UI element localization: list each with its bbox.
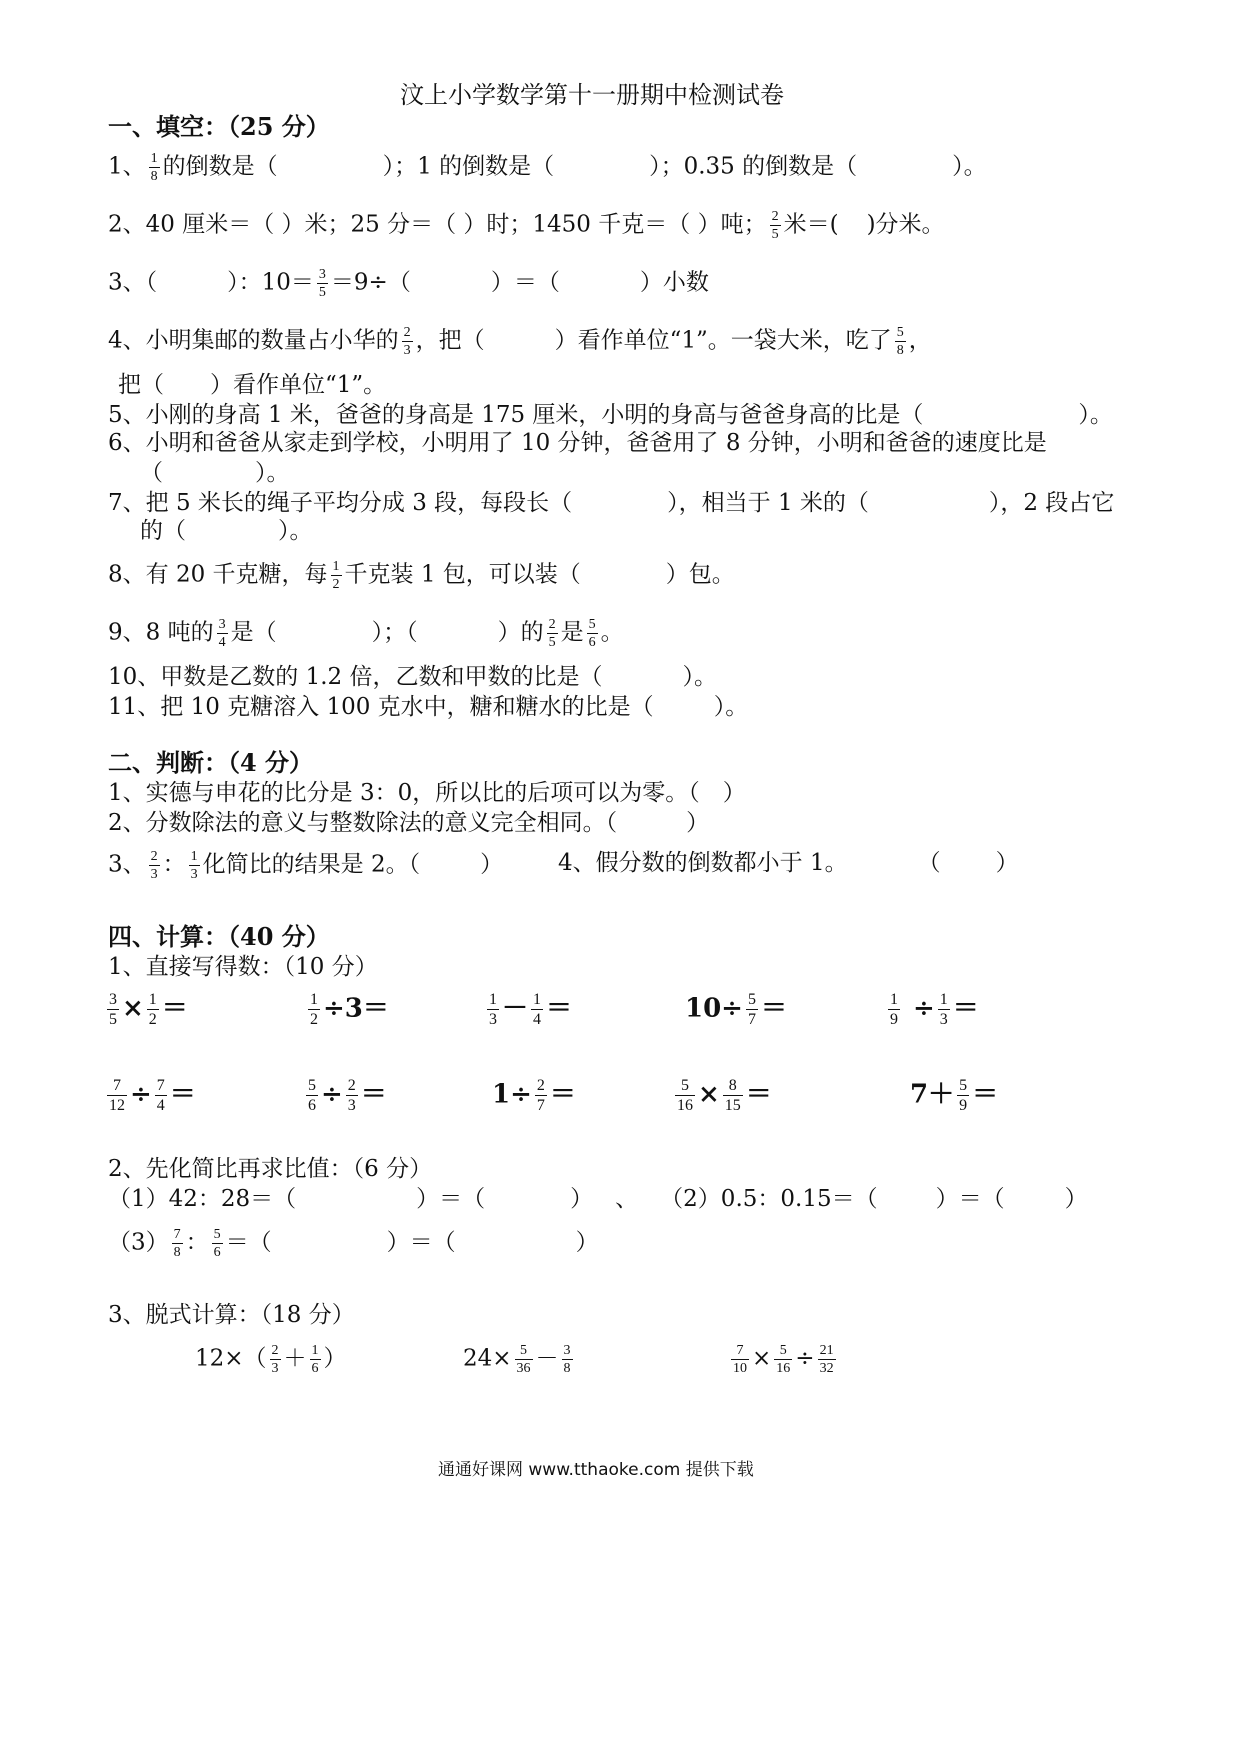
section-4-heading: 四、计算：（40 分） xyxy=(108,922,330,951)
fraction: $\frac{5}{8}$ xyxy=(896,325,904,358)
calc-1-1: $\frac{3}{5}$ × $\frac{1}{2}$ ＝ xyxy=(109,991,188,1028)
ratio-row-1: （1）42：28＝（ ）＝（ ） 、 （2）0.5：0.15＝（ ）＝（ ） xyxy=(108,1186,1088,1212)
ratio-row-2: （3） $\frac{7}{8}$ ： $\frac{5}{6}$ ＝（ ）＝（ ） xyxy=(108,1227,599,1260)
question-7-line-2: 的（ ）。 xyxy=(140,518,313,544)
question-6-line-2: （ ）。 xyxy=(140,460,290,486)
calc-2-5: 7＋ $\frac{5}{9}$ ＝ xyxy=(910,1077,999,1114)
expr-2: 24× $\frac{5}{36}$ － $\frac{3}{8}$ xyxy=(463,1343,571,1376)
calc-1-3: $\frac{1}{3}$ － $\frac{1}{4}$ ＝ xyxy=(489,991,573,1028)
fraction: $\frac{3}{4}$ xyxy=(218,617,226,650)
question-3: 3、（ ）：10＝ $\frac{3}{5}$ ＝9÷（ ）＝（ ）小数 xyxy=(108,267,709,300)
fraction: $\frac{5}{6}$ xyxy=(588,617,596,650)
question-8: 8、有 20 千克糖，每 $\frac{1}{2}$ 千克装 1 包，可以装（ ）包。 xyxy=(108,559,735,592)
page-title: 汶上小学数学第十一册期中检测试卷 xyxy=(400,81,784,109)
section-1-heading: 一、填空：（25 分） xyxy=(108,112,330,141)
question-9: 9、8 吨的 $\frac{3}{4}$ 是（ ）；（ ）的 $\frac{2}{5}$ 是 $\frac{5}{6}$ 。 xyxy=(108,617,624,650)
fraction: $\frac{2}{5}$ xyxy=(771,209,779,242)
question-4-line-2: 把（ ）看作单位“1”。 xyxy=(118,372,387,398)
sub-heading-3: 3、脱式计算：（18 分） xyxy=(108,1302,355,1328)
judge-1: 1、实德与申花的比分是 3：0，所以比的后项可以为零。（ ） xyxy=(108,780,746,806)
fraction: $\frac{1}{3}$ xyxy=(190,849,198,882)
sub-heading-2: 2、先化简比再求比值：（6 分） xyxy=(108,1156,433,1182)
fraction: $\frac{2}{3}$ xyxy=(403,325,411,358)
expr-3: $\frac{7}{10}$ × $\frac{5}{16}$ ÷ $\frac{21}{32}$ xyxy=(733,1343,834,1376)
question-1: 1、 $\frac{1}{8}$ 的倒数是（ ）；1 的倒数是（ ）；0.35 的倒数是（ ）。 xyxy=(108,151,987,184)
calc-2-2: $\frac{5}{6}$ ÷ $\frac{2}{3}$ ＝ xyxy=(308,1077,387,1114)
sub-heading-1: 1、直接写得数：（10 分） xyxy=(108,954,378,980)
fraction: $\frac{3}{5}$ xyxy=(318,267,326,300)
judge-4: 4、假分数的倒数都小于 1。 （ ） xyxy=(558,850,1019,876)
calc-1-2: $\frac{1}{2}$ ÷3＝ xyxy=(310,991,389,1028)
question-5: 5、小刚的身高 1 米，爸爸的身高是 175 厘米，小明的身高与爸爸身高的比是（ ）。 xyxy=(108,402,1113,428)
calc-2-4: $\frac{5}{16}$ × $\frac{8}{15}$ ＝ xyxy=(677,1077,772,1114)
expr-1: 12×（ $\frac{2}{3}$ ＋ $\frac{1}{6}$ ） xyxy=(195,1343,347,1376)
judge-2: 2、分数除法的意义与整数除法的意义完全相同。（ ） xyxy=(108,810,710,836)
calc-1-5: $\frac{1}{9}$ ÷ $\frac{1}{3}$ ＝ xyxy=(890,991,979,1028)
fraction: $\frac{2}{5}$ xyxy=(548,617,556,650)
judge-3: 3、 $\frac{2}{3}$ ： $\frac{1}{3}$ 化简比的结果是 2。（ ） xyxy=(108,849,504,882)
fraction: $\frac{1}{2}$ xyxy=(332,559,340,592)
question-7: 7、把 5 米长的绳子平均分成 3 段，每段长（ ），相当于 1 米的（ ），2 段占它 xyxy=(108,490,1115,516)
calc-2-3: 1÷ $\frac{2}{7}$ ＝ xyxy=(492,1077,576,1114)
fraction: $\frac{7}{8}$ xyxy=(173,1227,181,1260)
question-4: 4、小明集邮的数量占小华的 $\frac{2}{3}$ ，把（ ）看作单位“1”。一袋大米，吃了 $\frac{5}{8}$ ， xyxy=(108,325,932,358)
calc-2-1: $\frac{7}{12}$ ÷ $\frac{7}{4}$ ＝ xyxy=(109,1077,196,1114)
question-6: 6、小明和爸爸从家走到学校，小明用了 10 分钟，爸爸用了 8 分钟，小明和爸爸的速度比是 xyxy=(108,430,1047,456)
fraction: $\frac{2}{3}$ xyxy=(150,849,158,882)
question-11: 11、把 10 克糖溶入 100 克水中，糖和糖水的比是（ ）。 xyxy=(108,694,749,720)
fraction: $\frac{1}{8}$ xyxy=(150,151,158,184)
fraction: $\frac{5}{6}$ xyxy=(213,1227,221,1260)
question-2: 2、40 厘米＝（ ）米；25 分＝（ ）时；1450 千克＝（ ）吨； $\frac{2}{5}$ 米＝( )分米。 xyxy=(108,209,945,242)
section-2-heading: 二、判断：（4 分） xyxy=(108,748,314,777)
footer: 通通好课网 www.tthaoke.com 提供下载 xyxy=(438,1460,754,1480)
question-10: 10、甲数是乙数的 1.2 倍，乙数和甲数的比是（ ）。 xyxy=(108,664,717,690)
calc-1-4: 10÷ $\frac{5}{7}$ ＝ xyxy=(685,991,787,1028)
